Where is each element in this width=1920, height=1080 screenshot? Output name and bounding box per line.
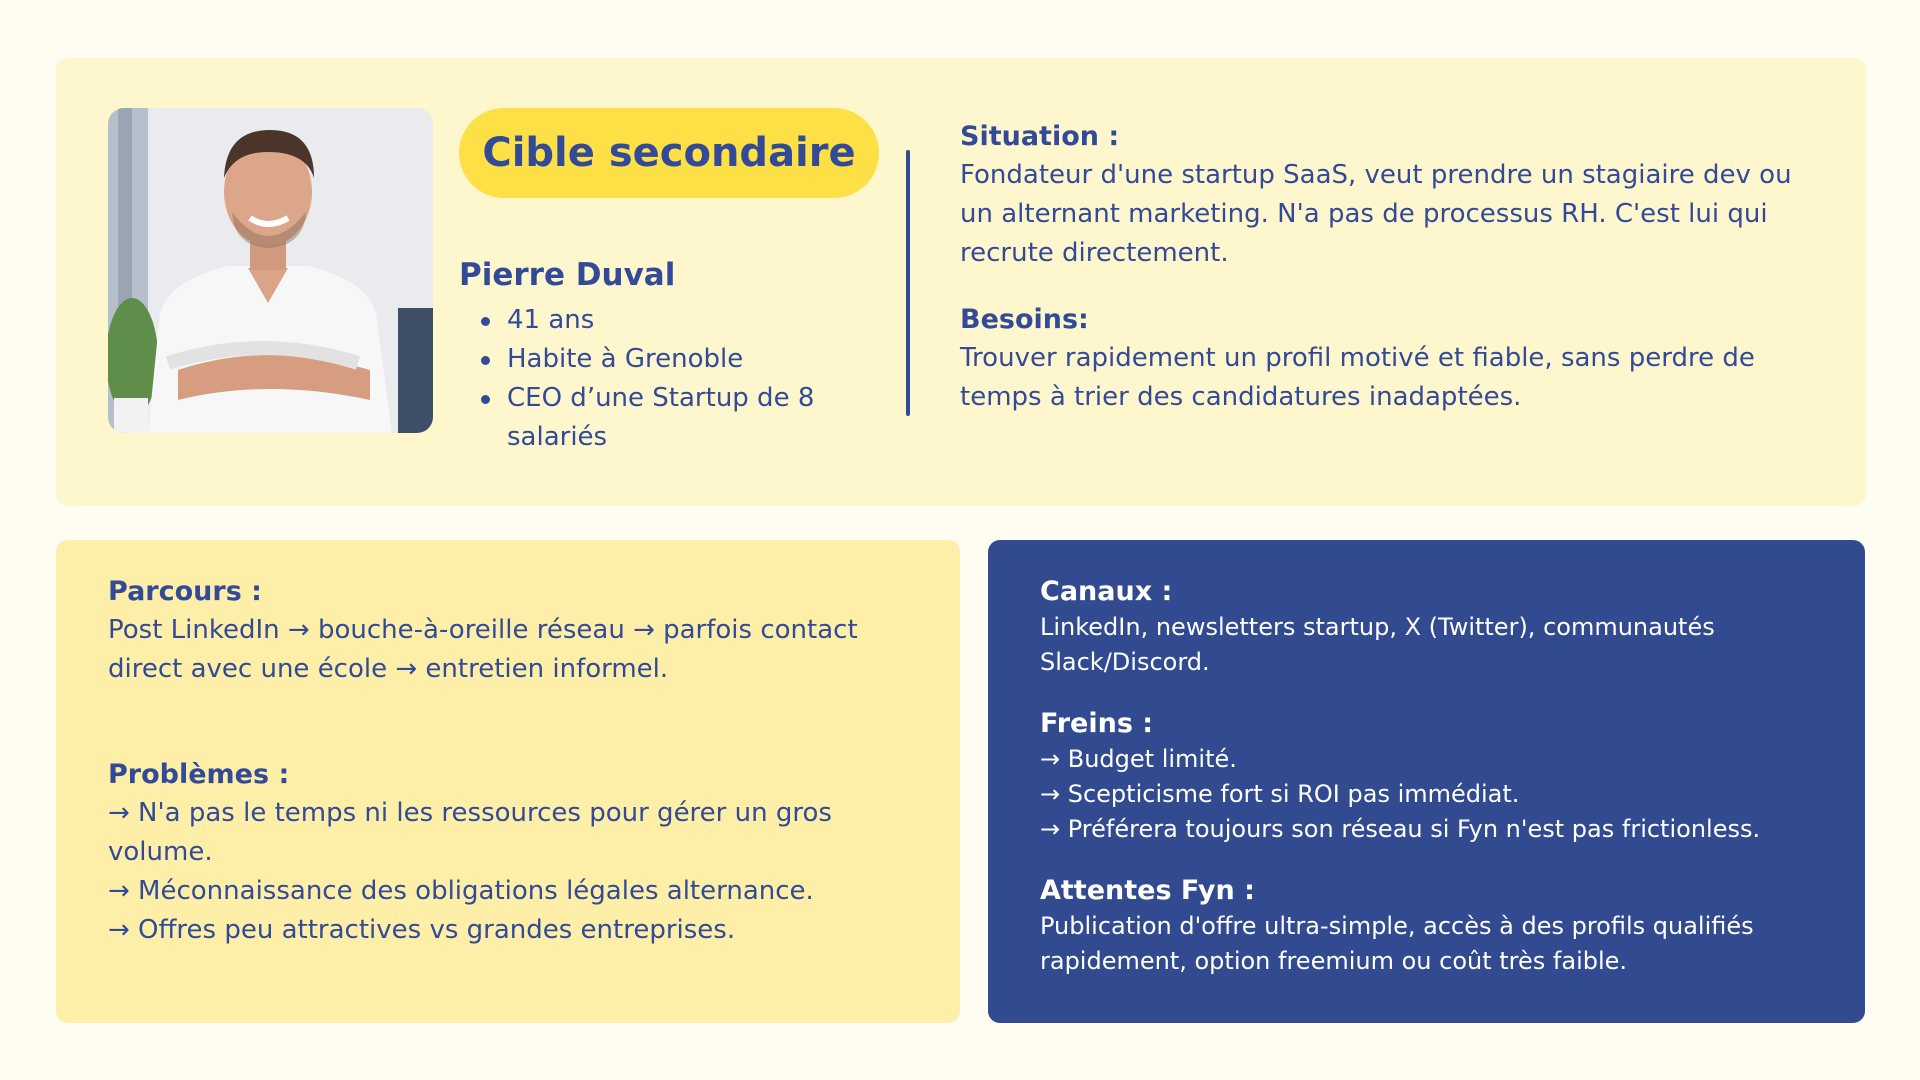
vertical-divider: [906, 150, 910, 416]
obstacles-section: [1040, 705, 1830, 847]
target-badge: Cible secondaire: [459, 108, 879, 198]
obstacles-list: [1040, 742, 1830, 847]
fact-location: Habite à Grenoble: [459, 340, 879, 379]
situation-text: Fondateur d'une startup SaaS, veut prendre un stagiaire dev ou un alternant marketing. N'a pas de processus RH. C'est lui qui recrute directement.: [960, 160, 1792, 268]
problems-list: [108, 794, 888, 950]
persona-header-card: [56, 58, 1866, 506]
needs-section: [960, 301, 1830, 417]
obstacle-item: → Budget limité.: [1040, 745, 1237, 773]
fact-role: CEO d’une Startup de 8 salariés: [459, 379, 879, 457]
problem-item: → Offres peu attractives vs grandes entreprises.: [108, 915, 736, 945]
channels-title: Canaux :: [1040, 576, 1173, 607]
obstacle-item: → Préférera toujours son réseau si Fyn n'est pas frictionless.: [1040, 815, 1761, 843]
expectations-text: Publication d'offre ultra-simple, accès à des profils qualifiés rapidement, option freemium ou coût très faible.: [1040, 912, 1754, 975]
obstacle-item: → Scepticisme fort si ROI pas immédiat.: [1040, 780, 1520, 808]
expectations-section: [1040, 872, 1830, 979]
persona-identity: [459, 253, 879, 457]
channels-card: [988, 540, 1865, 1023]
journey-title: Parcours :: [108, 576, 262, 607]
persona-facts: [459, 301, 879, 457]
situation-title: Situation :: [960, 121, 1120, 152]
needs-title: Besoins:: [960, 304, 1089, 335]
expectations-title: Attentes Fyn :: [1040, 875, 1255, 906]
channels-section: [1040, 573, 1830, 680]
problem-item: → Méconnaissance des obligations légales alternance.: [108, 876, 814, 906]
obstacles-title: Freins :: [1040, 708, 1154, 739]
channels-text: LinkedIn, newsletters startup, X (Twitter), communautés Slack/Discord.: [1040, 613, 1715, 676]
persona-photo: [108, 108, 433, 433]
situation-section: [960, 118, 1830, 273]
problems-title: Problèmes :: [108, 759, 290, 790]
problem-item: → N'a pas le temps ni les ressources pour gérer un gros volume.: [108, 798, 832, 867]
journey-section: [108, 573, 888, 689]
journey-problems-card: [56, 540, 960, 1023]
fact-age: 41 ans: [459, 301, 879, 340]
problems-section: [108, 756, 888, 950]
persona-name: Pierre Duval: [459, 257, 676, 293]
needs-text: Trouver rapidement un profil motivé et fiable, sans perdre de temps à trier des candidatures inadaptées.: [960, 343, 1755, 412]
journey-text: Post LinkedIn → bouche-à-oreille réseau → parfois contact direct avec une école → entretien informel.: [108, 615, 858, 684]
